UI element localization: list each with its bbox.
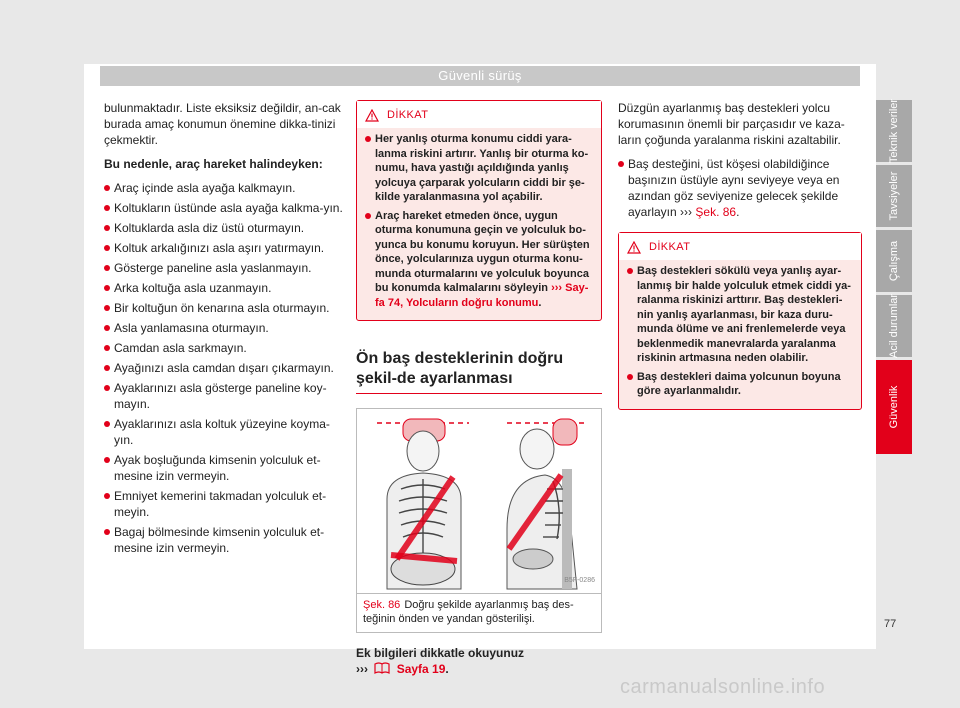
bullet-arrow: ›››	[680, 205, 693, 219]
tab-teknik-veriler[interactable]	[876, 100, 912, 162]
warning-header-2	[619, 233, 861, 260]
warning-item: Araç hareket etmeden önce, uygun oturma konumuna geçin ve yolculuk bo-yunca bu konumu koruyun. Her sürüşten önce, yolcularınıza uygun oturma konu-munda oturmalarını ve yolculuk boyunca bu konumda kalmalarını söyleyin ››› Say-fa 74, Yolcuların doğru konumu.	[365, 209, 593, 311]
tab-acil-durumlar[interactable]	[876, 295, 912, 357]
tab-label: Acil durumlar	[888, 293, 900, 359]
intro-text: bulunmaktadır. Liste eksiksiz değildir, an-cak burada amaç konumun önemine dikka-tinizi çekmektir.	[104, 101, 341, 147]
chapter-tabs	[876, 100, 912, 457]
rule-item: Camdan asla sarkmayın.	[104, 340, 344, 356]
rule-item: Asla yanlamasına oturmayın.	[104, 320, 344, 336]
page-header: Güvenli sürüş	[100, 66, 860, 86]
extra-link[interactable]: Sayfa 19	[396, 662, 446, 676]
warning-item: Her yanlış oturma konumu ciddi yara-lanma riskini artırır. Yanlış bir oturma ko-numu, hava yastığı açıldığında yanlış yolcuya çarparak yolcuların ciddi bir şe-kilde yaralanmasına yol açabilir.	[365, 132, 593, 205]
warning-header	[357, 101, 601, 128]
rule-item: Arka koltuğa asla uzanmayın.	[104, 280, 344, 296]
tab-label: Çalışma	[888, 240, 900, 282]
tab-label: Tavsiyeler	[888, 171, 900, 221]
rules-list	[104, 180, 344, 556]
column-right	[618, 100, 862, 410]
rule-item: Ayaklarınızı asla koltuk yüzeyine koyma-yın.	[104, 416, 344, 448]
book-icon	[374, 662, 390, 674]
rule-item: Koltuk arkalığınızı asla aşırı yatırmayın.	[104, 240, 344, 256]
rule-item: Koltukların üstünde asla ayağa kalkma-yın.	[104, 200, 344, 216]
rule-item: Ayağınızı asla camdan dışarı çıkarmayın.	[104, 360, 344, 376]
warning-list	[357, 128, 601, 320]
warning-item-2: Baş destekleri daima yolcunun boyuna göre ayarlanmalıdır.	[627, 370, 853, 399]
warning-label-2: DİKKAT	[649, 241, 691, 253]
headrest-bullet: Baş desteğini, üst köşesi olabildiğince başınızın üstüyle aynı seviyeye veya en azından göz seviyenize gelecek şekilde ayarlayın ››› Şek. 86.	[618, 156, 862, 220]
figure-headrest	[356, 408, 602, 594]
tab-label: Güvenlik	[888, 385, 900, 429]
rule-item: Gösterge paneline asla yaslanmayın.	[104, 260, 344, 276]
tab-tavsiyeler[interactable]	[876, 165, 912, 227]
warning-link[interactable]: Say-fa 74, Yolcuların doğru konumu	[375, 282, 589, 309]
tab-label: Teknik veriler	[888, 98, 900, 164]
figure-caption-text: Doğru şekilde ayarlanmış baş des-teğinin önden ve yandan gösterilişi.	[363, 599, 574, 625]
headrest-illustration	[357, 409, 601, 593]
page-number: 77	[884, 618, 897, 630]
rule-item: Ayaklarınızı asla gösterge paneline koy-mayın.	[104, 380, 344, 412]
lead-text: Bu nedenle, araç hareket halindeyken:	[104, 157, 323, 171]
warning-box-2	[618, 232, 862, 410]
figure-ref: Şek. 86	[363, 599, 401, 611]
headrest-intro: Düzgün ayarlanmış baş destekleri yolcu korumasının önemli bir parçasıdır ve kaza-ların çoğunda yaralanma riskini azaltabilir.	[618, 101, 845, 147]
headrest-list	[618, 156, 862, 220]
warning-label: DİKKAT	[387, 109, 429, 121]
extra-arrow: ›››	[356, 662, 368, 676]
rule-item: Emniyet kemerini takmadan yolculuk et-meyin.	[104, 488, 344, 520]
warning-item-text: Araç hareket etmeden önce, uygun oturma konumuna geçin ve yolculuk bo-yunca bu konumu koruyun. Her sürüşten önce, yolcularınıza uygun oturma konu-munda oturmalarını ve yolculuk boyunca bu konumda kalmalarını söyleyin	[375, 209, 590, 294]
extra-info	[356, 645, 602, 677]
tab-guvenlik[interactable]	[876, 360, 912, 454]
figure-code: B5F-0286	[564, 577, 595, 584]
column-left	[104, 100, 344, 560]
front-view-figure	[377, 419, 469, 589]
column-middle	[356, 100, 602, 677]
figure-link[interactable]: Şek. 86	[695, 205, 737, 219]
warning-triangle-icon	[627, 241, 641, 254]
warning-link-arrow: ›››	[551, 282, 563, 294]
rule-item: Ayak boşluğunda kimsenin yolculuk et-mesine izin vermeyin.	[104, 452, 344, 484]
warning-list-2	[619, 260, 861, 409]
figure-caption	[356, 594, 602, 633]
rule-item: Bagaj bölmesinde kimsenin yolculuk et-mesine izin vermeyin.	[104, 524, 344, 556]
warning-triangle-icon	[365, 109, 379, 122]
extra-title: Ek bilgileri dikkatle okuyunuz	[356, 646, 525, 660]
tab-calisma[interactable]	[876, 230, 912, 292]
warning-item-2: Baş destekleri sökülü veya yanlış ayar-lanmış bir halde yolculuk etmek ciddi ya-ralanma riskinizi arttırır. Baş destekleri-nin yanlış ayarlanması, bir kaza duru-munda ölüme ve ani frenlemelerde veya beklenmedik manevralarda yaralanma riskinin artmasına neden olabilir.	[627, 264, 853, 366]
side-view-figure	[507, 419, 585, 589]
watermark: carmanualsonline.info	[620, 676, 826, 698]
section-title: Ön baş desteklerinin doğru şekil-de ayarlanması	[356, 349, 602, 394]
headrest-bullet-text: Baş desteğini, üst köşesi olabildiğince başınızın üstüyle aynı seviyeye veya en azından göz seviyenize gelecek şekilde ayarlayın	[628, 157, 840, 219]
extra-link-row: ››› Sayfa 19.	[356, 662, 449, 676]
rule-item: Bir koltuğun ön kenarına asla oturmayın.	[104, 300, 344, 316]
warning-box	[356, 100, 602, 321]
rule-item: Araç içinde asla ayağa kalkmayın.	[104, 180, 344, 196]
rule-item: Koltuklarda asla diz üstü oturmayın.	[104, 220, 344, 236]
